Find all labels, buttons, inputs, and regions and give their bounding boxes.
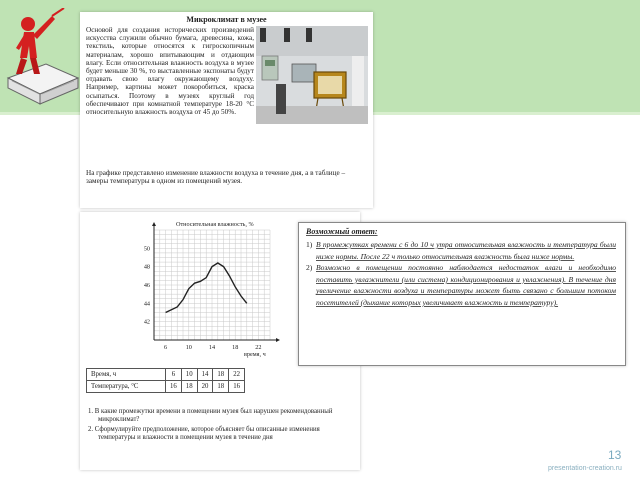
x-tick-label: 22 xyxy=(255,344,262,351)
y-tick-label: 42 xyxy=(143,318,150,326)
table-cell: 14 xyxy=(197,369,213,381)
chart-intro-paragraph: На графике представлено изменение влажности воздуха в течение дня, а в таблице – замеры температуры в одном из помещений музея. xyxy=(86,169,346,186)
table-cell: 18 xyxy=(181,381,197,393)
answer-title: Возможный ответ: xyxy=(306,227,378,236)
table-cell: 16 xyxy=(229,381,245,393)
question-2: 2. Сформулируйте предположение, которое объясняет бы описанные изменения температуры и влажности в помещении музея в течение дня xyxy=(88,426,320,441)
questions-list xyxy=(88,408,356,444)
x-axis-label: время, ч xyxy=(244,351,266,358)
answer-card xyxy=(298,222,626,366)
y-tick-label: 44 xyxy=(143,300,150,308)
answer-item-number: 2) xyxy=(306,263,313,273)
museum-interior-photo xyxy=(256,26,368,124)
table-cell: Время, ч xyxy=(87,369,166,381)
x-axis-arrow xyxy=(276,338,280,342)
y-tick-label: 48 xyxy=(143,263,150,271)
y-axis-arrow xyxy=(152,222,156,226)
answer-item-number: 1) xyxy=(306,240,313,249)
table-cell: Температура, °С xyxy=(87,381,166,393)
x-tick-label: 18 xyxy=(232,344,239,351)
museum-microclimate-card xyxy=(80,12,373,208)
answer-item-1 xyxy=(306,239,616,262)
y-tick-label: 46 xyxy=(143,282,150,289)
card-title: Микроклимат в музее xyxy=(186,15,267,24)
table-cell: 16 xyxy=(166,381,182,393)
intro-paragraph: Основой для создания исторических произведений искусства служили обычно бумага, древесина, кожа, текстиль, которые относятся к гигроскопичным материалам, хорошо впитывающим и отдающим влагу. Если относительная влажность воздуха в музее будет меньше 30 %, то выставленные экспонаты будут отдавать свою влагу окружающему воздуху. Например, картины может покоробиться, краска осыпаться. Поэтому в музеях круглый год обеспечивают при комнатной температуре 18-20 °С относительную влажность воздуха от 45 до 50%. xyxy=(86,26,254,117)
answer-item-2 xyxy=(306,262,616,308)
answer-item-text: Возможно в помещении постоянно наблюдается недостаток влаги и необходимо поставить увлажнители (или система) кондиционирования и увлажнения). В течение дня увеличение влажности воздуха и температуры может быть связано с большим потоком посетителей (дыхание которых увеличивает влажность и температуру). xyxy=(316,263,616,307)
x-tick-label: 10 xyxy=(185,344,192,351)
answer-list xyxy=(306,239,616,309)
table-row xyxy=(87,381,245,393)
table-cell: 18 xyxy=(213,369,229,381)
question-1: 1. В какие промежутки времени в помещении музея был нарушен рекомендованный микроклимат? xyxy=(88,408,333,423)
y-axis-label: Относительная влажность, % xyxy=(176,221,254,228)
table-cell: 22 xyxy=(229,369,245,381)
table-cell: 18 xyxy=(213,381,229,393)
slide-number: 13 xyxy=(608,448,622,462)
y-tick-label: 50 xyxy=(143,245,150,253)
table-cell: 20 xyxy=(197,381,213,393)
red-figure-book-logo-icon xyxy=(6,8,80,116)
table-cell: 6 xyxy=(166,369,182,381)
x-tick-label: 14 xyxy=(208,344,216,351)
answer-item-text: В промежутках времени с 6 до 10 ч утра относительная влажность и температура были ниже нормы. После 22 ч только относительная влажность была ниже нормы. xyxy=(316,240,616,261)
table-cell: 10 xyxy=(181,369,197,381)
x-tick-label: 6 xyxy=(164,344,168,351)
table-row xyxy=(87,369,245,381)
temperature-table xyxy=(86,368,245,393)
footer-url: presentation-creation.ru xyxy=(548,465,622,472)
